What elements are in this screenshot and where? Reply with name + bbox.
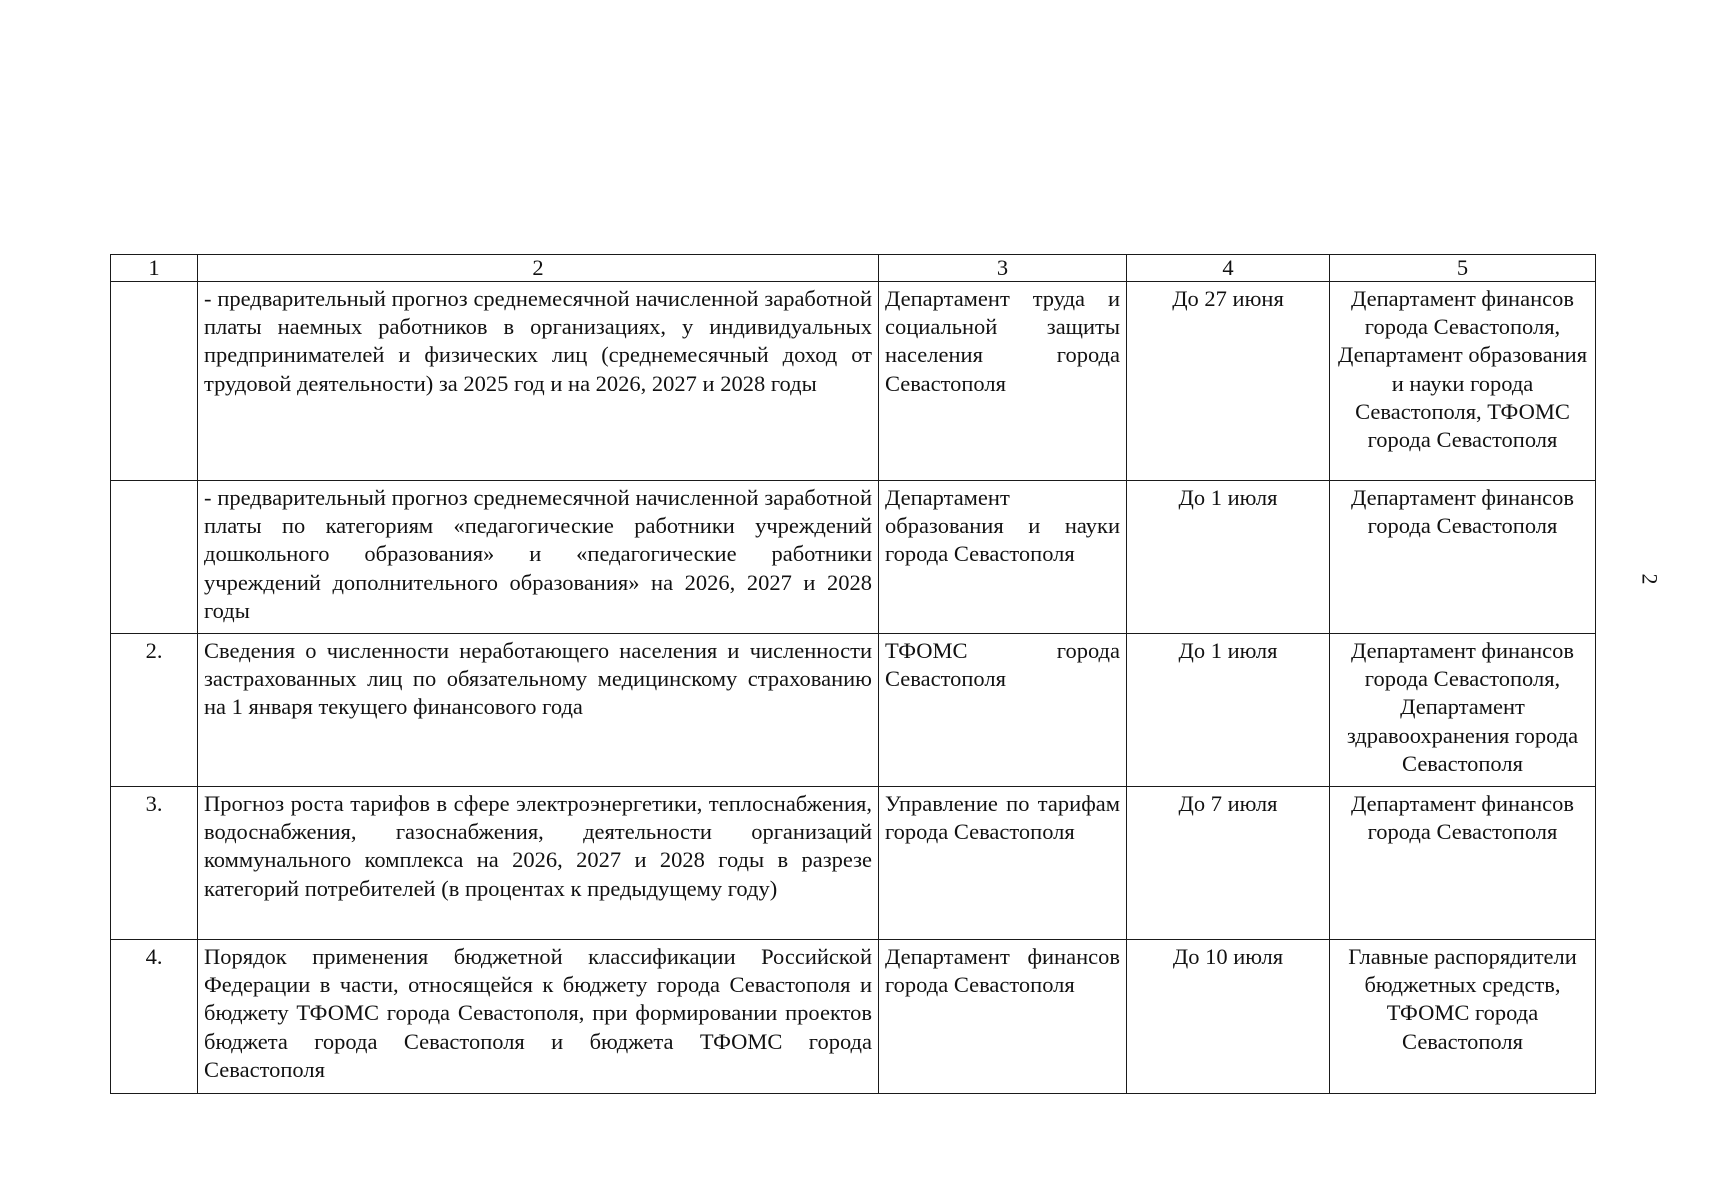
row-number: 4.: [111, 940, 198, 1094]
table-row: [111, 940, 1596, 1094]
row-deadline: До 10 июля: [1127, 940, 1330, 1094]
row-recipient: Департамент финансов города Севастополя: [1330, 787, 1596, 940]
row-number: [111, 481, 198, 634]
row-recipient: Департамент финансов города Севастополя, Департамент здравоохранения города Севастополя: [1330, 634, 1596, 787]
table-row: [111, 787, 1596, 940]
row-description: Порядок применения бюджетной классификации Российской Федерации в части, относящейся к бюджету города Севастополя и бюджету ТФОМС города Севастополя, при формировании проектов бюджета города Севастополя и бюджета ТФОМС города Севастополя: [198, 940, 879, 1094]
row-recipient: Департамент финансов города Севастополя, Департамент образования и науки города Севастополя, ТФОМС города Севастополя: [1330, 282, 1596, 481]
row-deadline: До 1 июля: [1127, 634, 1330, 787]
row-deadline: До 7 июля: [1127, 787, 1330, 940]
row-responsible: Департамент труда и социальной защиты населения города Севастополя: [879, 282, 1127, 481]
row-responsible: ТФОМС города Севастополя: [879, 634, 1127, 787]
table-row: [111, 481, 1596, 634]
header-cell-5: 5: [1330, 255, 1596, 282]
header-cell-4: 4: [1127, 255, 1330, 282]
row-description: - предварительный прогноз среднемесячной начисленной заработной платы наемных работников в организациях, у индивидуальных предпринимателей и физических лиц (среднемесячный доход от трудовой деятельности) за 2025 год и на 2026, 2027 и 2028 годы: [198, 282, 879, 481]
table-header-row: [111, 255, 1596, 282]
row-recipient: Главные распорядители бюджетных средств, ТФОМС города Севастополя: [1330, 940, 1596, 1094]
row-responsible: Управление по тарифам города Севастополя: [879, 787, 1127, 940]
table-row: [111, 282, 1596, 481]
row-description: Сведения о численности неработающего населения и численности застрахованных лиц по обязательному медицинскому страхованию на 1 января текущего финансового года: [198, 634, 879, 787]
schedule-table: [110, 254, 1596, 1094]
row-number: 3.: [111, 787, 198, 940]
row-number: [111, 282, 198, 481]
table-row: [111, 634, 1596, 787]
page-number: 2: [1637, 573, 1663, 585]
row-responsible: Департамент образования и науки города Севастополя: [879, 481, 1127, 634]
row-deadline: До 27 июня: [1127, 282, 1330, 481]
row-deadline: До 1 июля: [1127, 481, 1330, 634]
row-description: - предварительный прогноз среднемесячной начисленной заработной платы по категориям «педагогические работники учреждений дошкольного образования» и «педагогические работники учреждений дополнительного образования» на 2026, 2027 и 2028 годы: [198, 481, 879, 634]
header-cell-2: 2: [198, 255, 879, 282]
row-number: 2.: [111, 634, 198, 787]
header-cell-1: 1: [111, 255, 198, 282]
header-cell-3: 3: [879, 255, 1127, 282]
row-recipient: Департамент финансов города Севастополя: [1330, 481, 1596, 634]
row-description: Прогноз роста тарифов в сфере электроэнергетики, теплоснабжения, водоснабжения, газоснабжения, деятельности организаций коммунального комплекса на 2026, 2027 и 2028 годы в разрезе категорий потребителей (в процентах к предыдущему году): [198, 787, 879, 940]
row-responsible: Департамент финансов города Севастополя: [879, 940, 1127, 1094]
